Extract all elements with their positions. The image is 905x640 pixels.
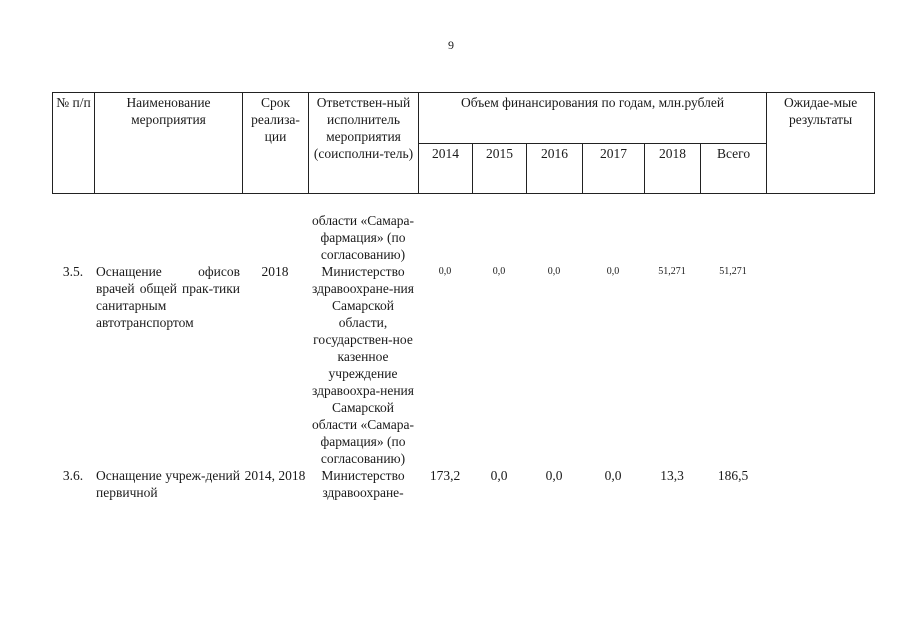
header-name: Наименование мероприятия (95, 93, 243, 194)
row-value-total: 186,5 (717, 468, 749, 483)
row-value-2017: 0,0 (604, 468, 622, 483)
header-funding: Объем финансирования по годам, млн.рублей (419, 93, 767, 144)
row-executor: Министерство здравоохране-ния Самарской области, государствен-ное казенное учреждение здравоохра-нения Самарской области «Самара-фармация» (по согласованию) (311, 264, 414, 466)
table-row (52, 263, 874, 467)
header-year-2015: 2015 (473, 143, 527, 194)
header-total: Всего (701, 143, 767, 194)
row-value-2015: 0,0 (490, 468, 508, 483)
header-executor: Ответствен-ный исполнитель мероприятия (соисполни-тель) (309, 93, 419, 194)
row-value-total: 51,271 (719, 266, 747, 277)
header-year-2017: 2017 (583, 143, 645, 194)
table-header (52, 92, 875, 194)
row-value-2016: 0,0 (547, 266, 561, 277)
row-value-2018: 13,3 (660, 468, 684, 483)
row-value-2014: 0,0 (438, 266, 452, 277)
row-name: Оснащение учреж-дений первичной (96, 468, 240, 500)
table-row-continuation (52, 212, 874, 263)
continuation-executor: области «Самара-фармация» (по согласованию) (312, 213, 414, 262)
row-results (766, 467, 874, 501)
header-term: Срок реализа-ции (243, 93, 309, 194)
row-value-2014: 173,2 (429, 468, 461, 483)
page-number: 9 (448, 38, 454, 52)
row-name: Оснащение офисов врачей общей прак-тики санитарным автотранспортом (96, 264, 240, 330)
row-value-2017: 0,0 (606, 266, 620, 277)
header-year-2014: 2014 (419, 143, 473, 194)
row-term: 2018 (261, 264, 289, 279)
header-num: № п/п (53, 93, 95, 194)
header-year-2018: 2018 (645, 143, 701, 194)
table-row (52, 467, 874, 501)
row-results (766, 263, 874, 467)
row-term: 2014, 2018 (244, 468, 306, 483)
header-results: Ожидае-мые результаты (767, 93, 875, 194)
row-executor: Министерство здравоохране- (321, 468, 405, 500)
header-year-2016: 2016 (527, 143, 583, 194)
row-value-2018: 51,271 (658, 266, 686, 277)
row-value-2016: 0,0 (545, 468, 563, 483)
row-value-2015: 0,0 (492, 266, 506, 277)
row-num: 3.6. (62, 468, 84, 483)
row-num: 3.5. (62, 264, 84, 279)
table-body (52, 212, 874, 501)
